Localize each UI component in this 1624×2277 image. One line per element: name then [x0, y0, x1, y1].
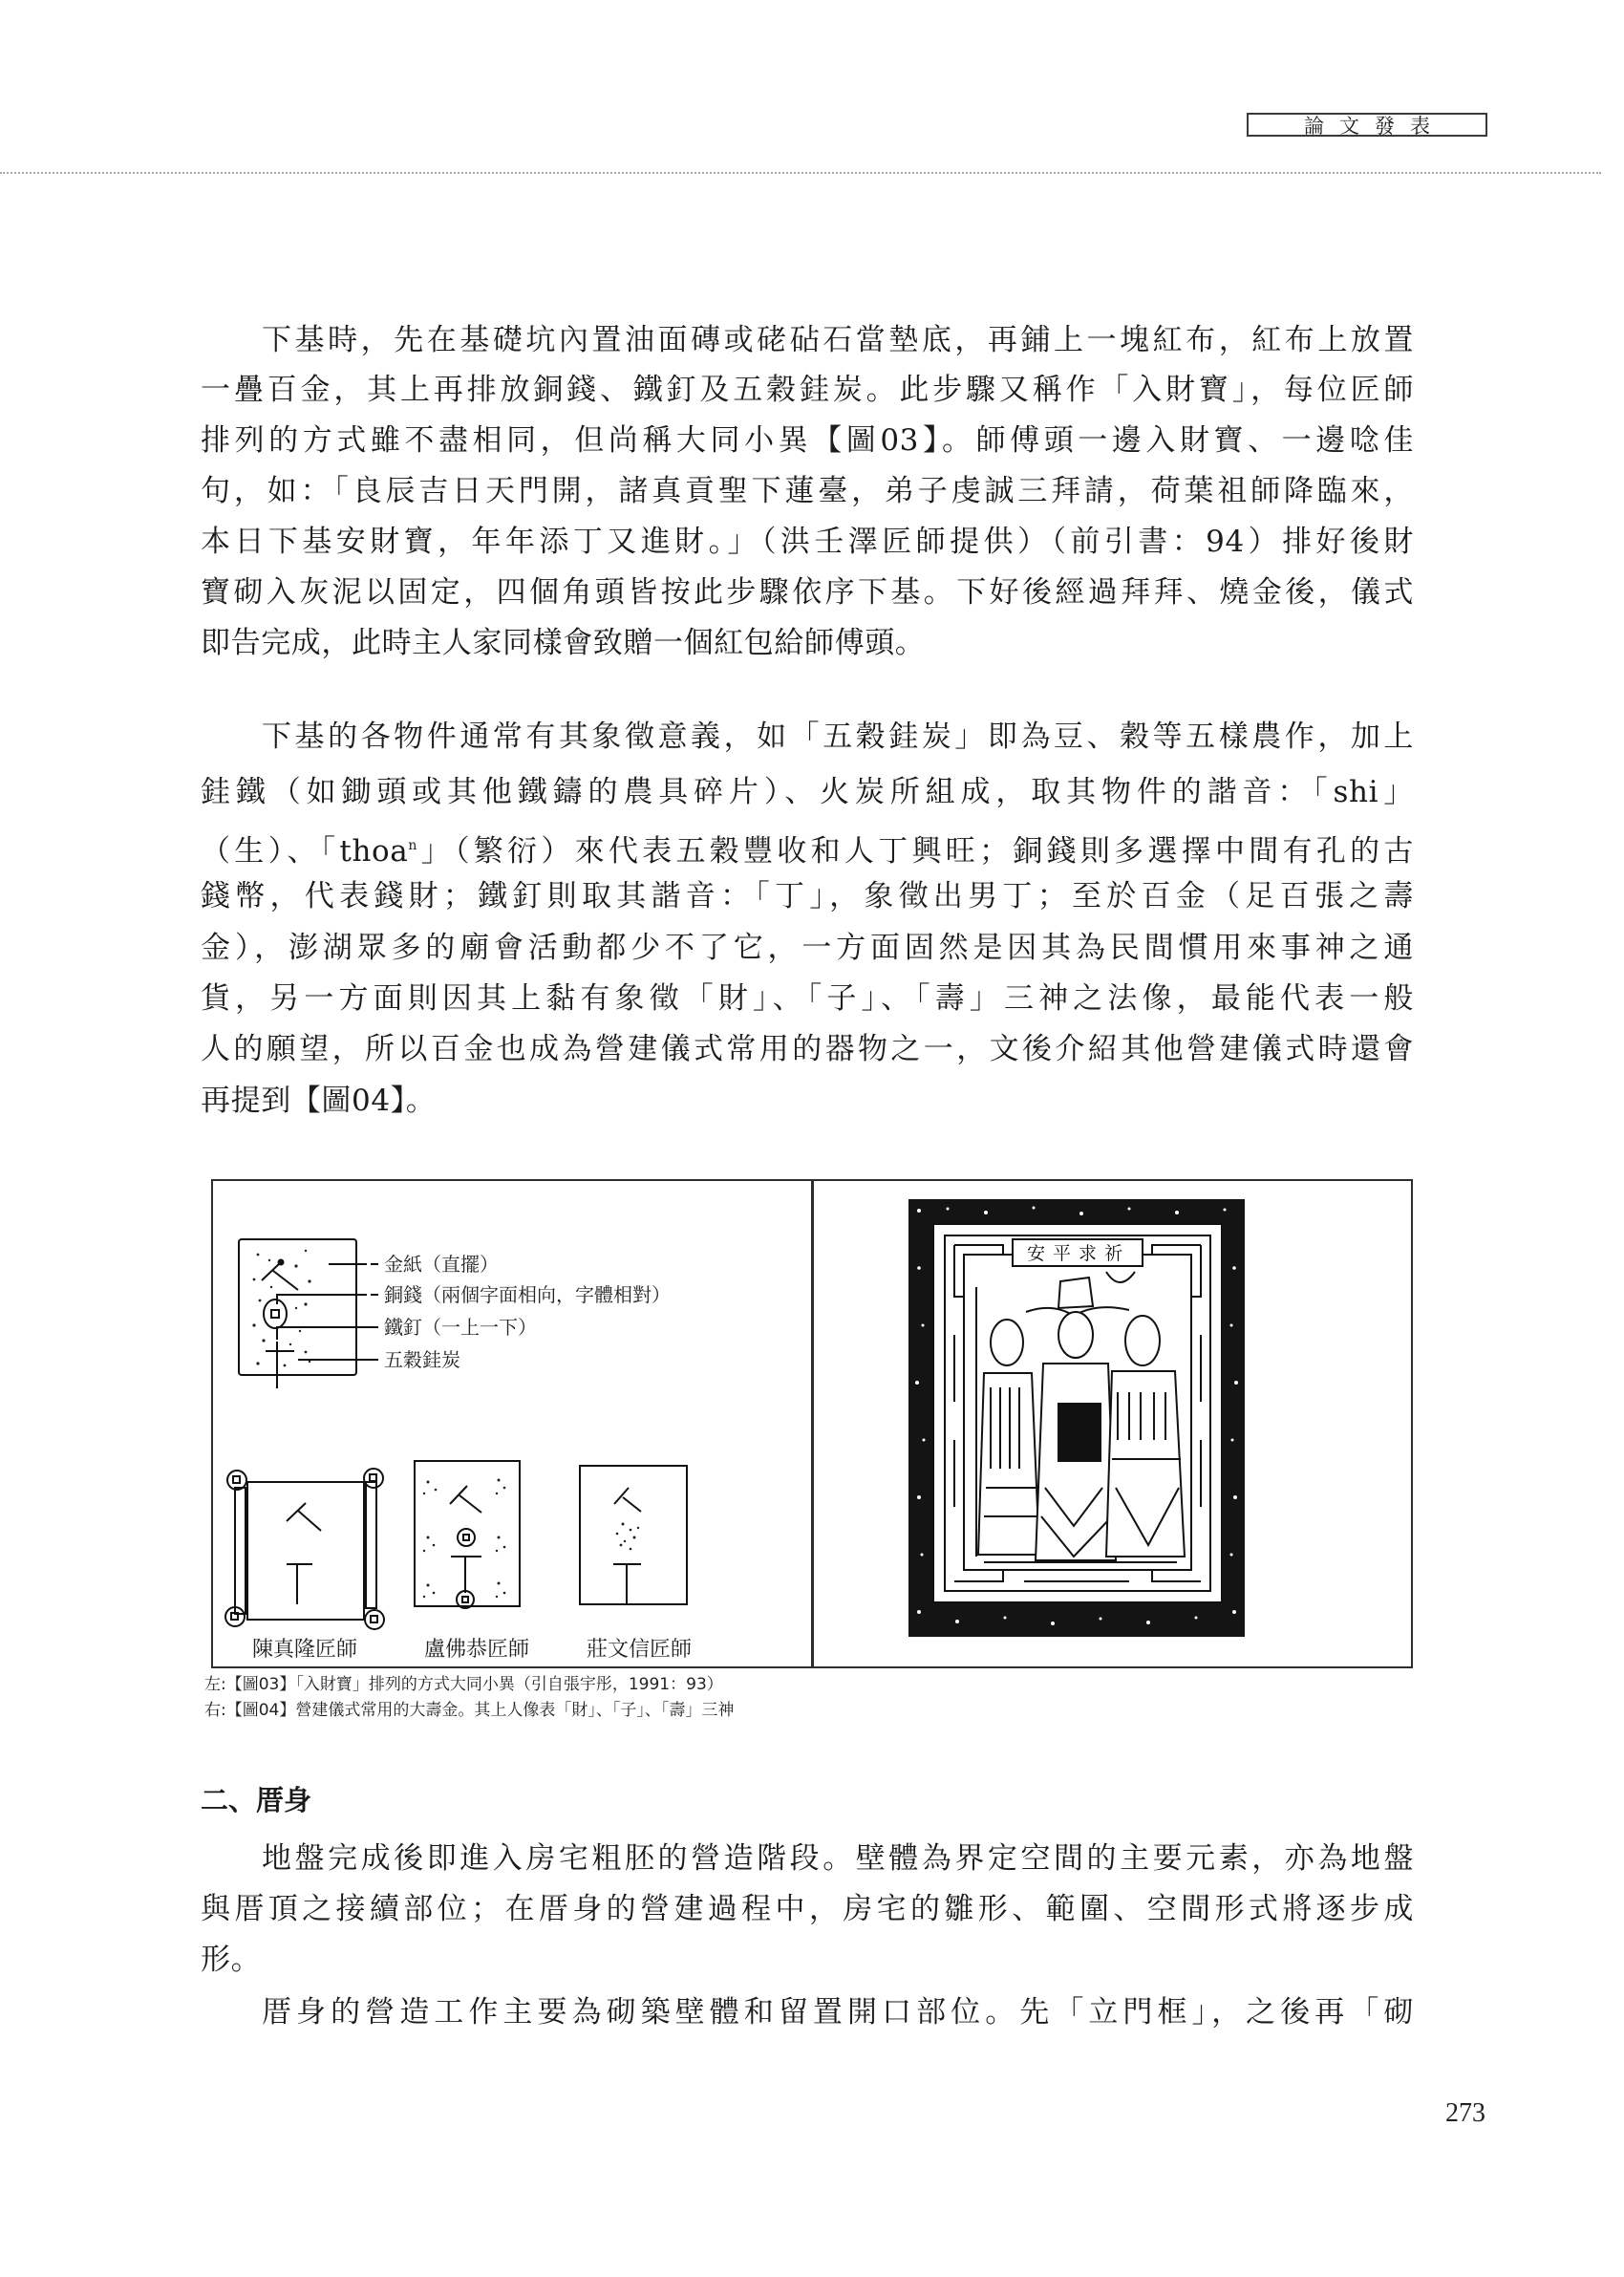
text-line: 寶砌入灰泥以固定，四個角頭皆按此步驟依序下基。下好後經過拜拜、燒金後，儀式	[201, 575, 1414, 610]
legend-label-copper-coin: 銅錢（兩個字面相向，字體相對）	[384, 1283, 671, 1306]
header-dotted-rule	[0, 172, 1601, 174]
deity-head-center	[1058, 1312, 1093, 1358]
deity-figures	[976, 1278, 1185, 1560]
text-line: 下基時，先在基礎坑內置油面磚或硓砧石當墊底，再鋪上一塊紅布，紅布上放置	[262, 323, 1414, 357]
nail-glyph	[266, 1342, 294, 1388]
master-label: 陳真隆匠師	[252, 1638, 358, 1662]
text-line: 與厝頂之接續部位；在厝身的營建過程中，房宅的雛形、範圍、空間形式將逐步成	[201, 1892, 1414, 1926]
text-line: 一疊百金，其上再排放銅錢、鐵釘及五穀銈炭。此步驟又稱作「入財寶」，每位匠師	[201, 373, 1414, 407]
legend-label-grains-charcoal: 五穀銈炭	[384, 1348, 460, 1371]
layout-lu-fogong	[415, 1461, 520, 1608]
text-line: 本日下基安財寶，年年添丁又進財。」（洪壬澤匠師提供）（前引書：94）排好後財	[201, 525, 1414, 559]
superscript-n: n	[408, 838, 418, 853]
text-line: 下基的各物件通常有其象徵意義，如「五穀銈炭」即為豆、穀等五樣農作，加上	[262, 720, 1414, 754]
deity-head-left	[991, 1320, 1023, 1365]
legend-square	[239, 1239, 356, 1375]
text-line: 貨，另一方面則因其上黏有象徵「財」、「子」、「壽」三神之法像，最能代表一般	[201, 981, 1414, 1016]
text-segment: 」（繁衍）來代表五穀豐收和人丁興旺；銅錢則多選擇中間有孔的古	[417, 834, 1415, 869]
text-line: 再提到【圖04】。	[201, 1084, 437, 1118]
text-line: 厝身的營造工作主要為砌築壁體和留置開口部位。先「立門框」，之後再「砌	[262, 1995, 1414, 2030]
legend-label-gold-paper: 金紙（直擺）	[384, 1253, 499, 1276]
text-line: 人的願望，所以百金也成為營建儀式常用的器物之一，文後介紹其他營建儀式時還會	[201, 1032, 1414, 1066]
figure-03-diagram	[214, 1182, 810, 1665]
page-number: 273	[1445, 2098, 1485, 2128]
leader-line	[277, 1327, 378, 1340]
text-line	[201, 822, 1414, 870]
layout-zhuang-wenxin	[580, 1466, 687, 1604]
section-heading: 二、厝身	[201, 1784, 312, 1816]
text-line: 地盤完成後即進入房宅粗胚的營造階段。壁體為界定空間的主要元素，亦為地盤	[262, 1841, 1414, 1876]
text-line: 錢幣，代表錢財；鐵釘則取其諧音：「丁」，象徵出男丁；至於百金（足百張之壽	[201, 879, 1414, 913]
text-segment: （生）、「thoa	[201, 834, 409, 869]
text-line: 金），澎湖眾多的廟會活動都少不了它，一方面固然是因其為民間慣用來事神之通	[201, 931, 1414, 965]
master-label: 莊文信匠師	[587, 1638, 693, 1662]
offering-layout-diagrams	[214, 1182, 810, 1665]
legend-label-iron-nail: 鐵釘（一上一下）	[384, 1316, 537, 1339]
banner-text: 安平求祈	[1026, 1243, 1130, 1264]
layout-chen-zhenlong	[225, 1469, 384, 1629]
text-line: 銈鐵（如鋤頭或其他鐵鑄的農具碎片）、火炭所組成，取其物件的諧音：「shi」	[201, 775, 1414, 809]
text-line: 排列的方式雖不盡相同，但尚稱大同小異【圖03】。師傅頭一邊入財寶、一邊唸佳	[201, 423, 1414, 458]
master-label: 盧佛恭匠師	[424, 1638, 530, 1662]
text-line: 形。	[201, 1943, 262, 1977]
deity-hat-center	[1058, 1278, 1093, 1308]
text-line: 句，如：「良辰吉日天門開，諸真貢聖下蓮臺，弟子虔誠三拜請，荷葉祖師降臨來，	[201, 474, 1414, 508]
section-tag: 論文發表	[1247, 113, 1487, 137]
leader-line	[277, 1295, 367, 1304]
text-line: 即告完成，此時主人家同樣會致贈一個紅包給師傅頭。	[201, 626, 926, 660]
caption-figure-04: 右:【圖04】營建儀式常用的大壽金。其上人像表「財」、「子」、「壽」三神	[204, 1701, 735, 1720]
figure-04-longevity-paper	[814, 1182, 1410, 1665]
zhuang-scatter-dots	[616, 1523, 639, 1551]
coin-glyph	[264, 1300, 287, 1328]
deity-head-right	[1125, 1316, 1160, 1365]
gold-paper-glyph	[262, 1262, 298, 1290]
caption-figure-03: 左:【圖03】「入財寶」排列的方式大同小異（引自張宇彤，1991：93）	[204, 1675, 723, 1694]
legend-scatter-dots	[252, 1250, 310, 1367]
